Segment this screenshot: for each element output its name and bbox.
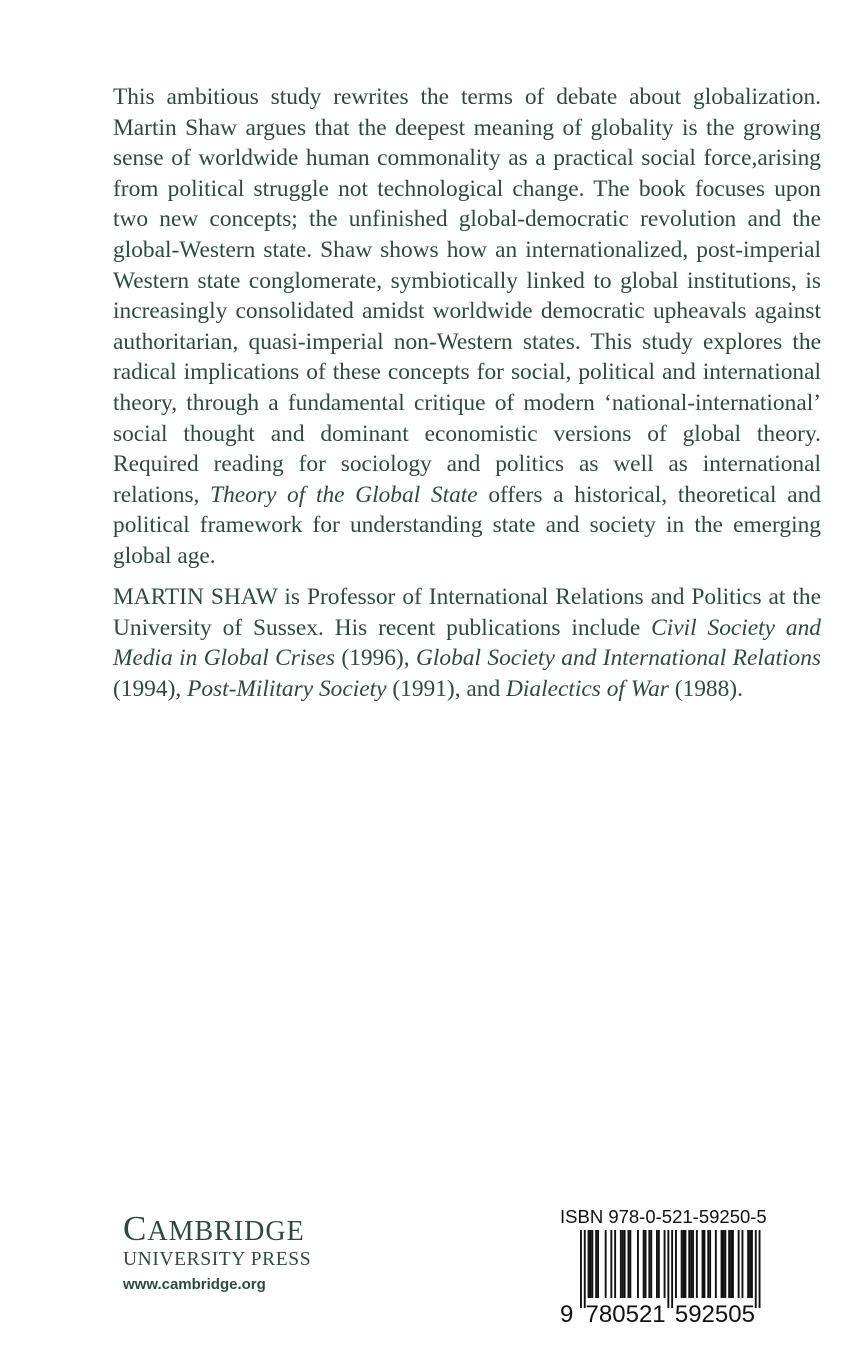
publication-title-4: Dialectics of War: [506, 675, 669, 702]
barcode-bar: [614, 1230, 616, 1298]
barcode-bar: [590, 1230, 592, 1298]
bio-text-part-2: (1996),: [334, 645, 416, 672]
isbn-barcode: [560, 1206, 770, 1324]
barcode-bar: [658, 1230, 660, 1298]
barcode-bar: [742, 1230, 744, 1298]
bio-text-part-1: MARTIN SHAW is Professor of International Relations and Politics at the University of Sussex. His recent publications include: [113, 584, 821, 641]
barcode-bar: [692, 1230, 694, 1298]
barcode-bar: [664, 1230, 666, 1298]
barcode-bar: [650, 1230, 652, 1298]
publisher-name-initial: C: [123, 1209, 148, 1248]
barcode-bar: [721, 1230, 723, 1298]
barcode-graphic: [560, 1230, 766, 1324]
barcode-bar: [730, 1230, 732, 1298]
barcode-bar: [643, 1230, 645, 1298]
barcode-bar: [759, 1230, 761, 1308]
publisher-subtitle: UNIVERSITY PRESS: [123, 1249, 312, 1270]
barcode-bar: [709, 1230, 711, 1298]
barcode-bar: [591, 1230, 593, 1298]
barcode-bar: [675, 1230, 677, 1298]
bio-text-part-5: (1988).: [668, 675, 743, 702]
barcode-bar: [628, 1230, 630, 1298]
barcode-bar: [751, 1230, 753, 1298]
barcode-bar: [685, 1230, 687, 1298]
barcode-bar: [605, 1230, 607, 1298]
barcode-bar: [671, 1230, 673, 1308]
barcode-bar: [645, 1230, 647, 1298]
barcode-bar: [622, 1230, 624, 1298]
barcode-bar: [656, 1230, 658, 1298]
barcode-bar: [690, 1230, 692, 1298]
description-text-part-2: offers a historical, theoretical and political framework for understanding state and society in the emerging global age.: [113, 481, 821, 569]
barcode-bar: [597, 1230, 599, 1298]
description-text-part-1: This ambitious study rewrites the terms of debate about globalization. Martin Shaw argues that the deepest meaning of globality is the growing sense of worldwide human commonality as a practical social force,arising from political struggle not technological change. The book focuses upon two new concepts; the unfinished global-democratic revolution and the global-Western state. Shaw shows how an internationalized, post-imperial Western state conglomerate, symbiotically linked to global institutions, is increasingly consolidated amidst worldwide democratic upheavals against authoritarian, quasi-imperial non-Western states. This study explores the radical implications of these concepts for social, political and international theory, through a fundamental critique of modern ‘national-international’ social thought and dominant economistic versions of global theory. Required reading for sociology and politics as well as international relations,: [113, 84, 821, 508]
barcode-bar: [755, 1230, 757, 1308]
publisher-name: [123, 1209, 353, 1248]
barcode-bar: [702, 1230, 704, 1298]
barcode-digit-first: 9: [560, 1301, 574, 1324]
barcode-bar: [681, 1230, 683, 1298]
barcode-bar: [610, 1230, 612, 1298]
barcode-bar: [580, 1230, 582, 1308]
barcode-bar: [747, 1230, 749, 1298]
barcode-bar: [629, 1230, 631, 1298]
barcode-bar: [595, 1230, 597, 1298]
publisher-url: www.cambridge.org: [123, 1276, 266, 1293]
barcode-bar: [728, 1230, 730, 1298]
bio-text-part-3: (1994),: [113, 675, 188, 702]
publication-title-2: Global Society and International Relations: [415, 645, 822, 672]
barcode-bar: [704, 1230, 706, 1298]
barcode-bar: [648, 1230, 650, 1298]
book-description: [113, 82, 821, 572]
book-title-italic: Theory of the Global State: [210, 481, 478, 508]
barcode-bar: [724, 1230, 726, 1298]
barcode-digits-left: 780521: [585, 1301, 666, 1324]
barcode-bar: [732, 1230, 734, 1298]
barcode-bar: [696, 1230, 698, 1298]
barcode-bar: [688, 1230, 690, 1298]
publisher-name-rest: AMBRIDGE: [147, 1216, 305, 1247]
barcode-bar: [667, 1230, 669, 1308]
isbn-label: ISBN 978-0-521-59250-5: [560, 1206, 767, 1227]
barcode-bar: [584, 1230, 586, 1308]
publisher-logo: [123, 1209, 353, 1296]
barcode-bar: [715, 1230, 717, 1298]
bio-text-part-4: (1991), and: [386, 675, 507, 702]
barcode-bar: [588, 1230, 590, 1298]
barcode-bar: [683, 1230, 685, 1298]
publication-title-3: Post-Military Society: [187, 675, 387, 702]
barcode-bars: [580, 1230, 761, 1308]
barcode-bar: [624, 1230, 626, 1298]
barcode-bar: [707, 1230, 709, 1298]
barcode-bar: [637, 1230, 639, 1298]
barcode-bar: [620, 1230, 622, 1298]
barcode-bar: [749, 1230, 751, 1298]
barcode-bar: [723, 1230, 725, 1298]
barcode-digits-right: 592505: [674, 1301, 755, 1324]
publication-title-1: Civil Society and Media in Global Crises: [113, 614, 822, 672]
author-bio: [113, 582, 821, 704]
barcode-bar: [738, 1230, 740, 1298]
